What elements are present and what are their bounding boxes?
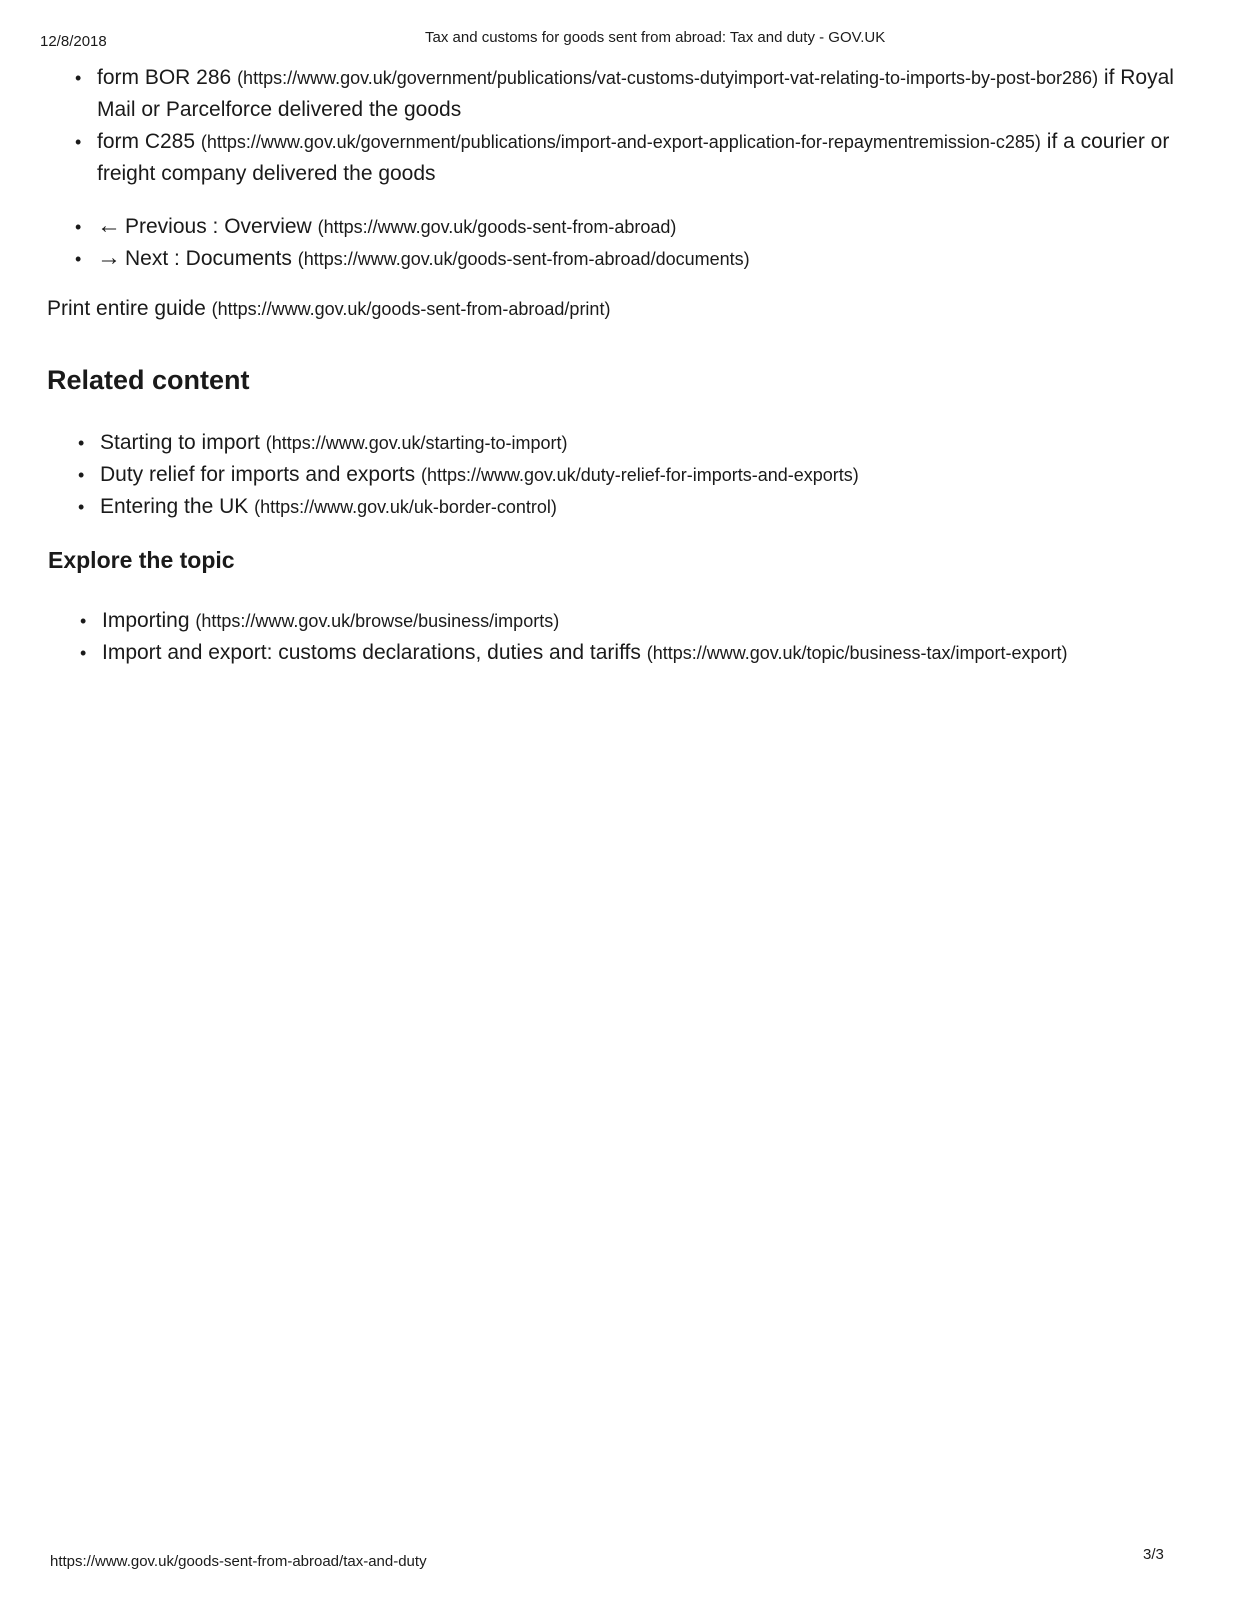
explore-link-importing[interactable]: Importing (https://www.gov.uk/browse/business/imports) [102, 609, 560, 632]
bullet-icon: • [75, 132, 82, 152]
related-content-heading: Related content [47, 365, 250, 395]
bullet-icon: • [78, 497, 85, 517]
link-url: (https://www.gov.uk/uk-border-control) [254, 497, 557, 517]
related-link-duty-relief[interactable]: Duty relief for imports and exports (https://www.gov.uk/duty-relief-for-imports-and-exports) [100, 463, 859, 486]
previous-link[interactable]: ← Previous : Overview (https://www.gov.uk/goods-sent-from-abroad) [97, 212, 677, 239]
link-url: (https://www.gov.uk/goods-sent-from-abroad/print) [211, 299, 611, 319]
form-bor286-condition: if Royal Mail or Parcelforce delivered the goods [97, 66, 1174, 121]
bullet-icon: • [75, 68, 82, 88]
form-list [75, 62, 1177, 190]
related-content-list [78, 427, 1100, 523]
form-bor286-link[interactable]: form BOR 286 (https://www.gov.uk/government/publications/vat-customs-dutyimport-vat-relating-to-imports-by-post-bor286) [97, 66, 1099, 89]
link-url: (https://www.gov.uk/goods-sent-from-abroad) [317, 217, 677, 237]
form-c285-condition: if a courier or freight company delivered the goods [97, 130, 1170, 185]
link-url: (https://www.gov.uk/browse/business/imports) [195, 611, 560, 631]
list-item [80, 605, 1202, 637]
list-item [78, 491, 1100, 523]
footer-page-url: https://www.gov.uk/goods-sent-from-abroad/tax-and-duty [50, 1553, 427, 1570]
page-number: 3/3 [1143, 1546, 1164, 1563]
explore-link-import-export[interactable]: Import and export: customs declarations, duties and tariffs (https://www.gov.uk/topic/business-tax/import-export) [102, 641, 1068, 664]
arrow-right-icon: → [97, 244, 121, 271]
pagination [75, 211, 1097, 275]
list-item-form-c285 [75, 126, 1177, 190]
list-item [80, 637, 1202, 669]
print-entire-guide-link[interactable]: Print entire guide (https://www.gov.uk/goods-sent-from-abroad/print) [47, 297, 611, 320]
bullet-icon: • [78, 433, 85, 453]
print-page-title: Tax and customs for goods sent from abroad: Tax and duty - GOV.UK [425, 29, 886, 46]
link-url: (https://www.gov.uk/government/publications/vat-customs-dutyimport-vat-relating-to-imports-by-post-bor286) [237, 68, 1099, 88]
bullet-icon: • [78, 465, 85, 485]
pager-previous [75, 211, 1097, 243]
related-link-starting-to-import[interactable]: Starting to import (https://www.gov.uk/starting-to-import) [100, 431, 568, 454]
form-c285-link[interactable]: form C285 (https://www.gov.uk/government/publications/import-and-export-application-for-repaymentremission-c285) [97, 130, 1041, 153]
link-url: (https://www.gov.uk/duty-relief-for-imports-and-exports) [420, 465, 859, 485]
bullet-icon: • [80, 611, 87, 631]
bullet-icon: • [75, 249, 82, 269]
link-url: (https://www.gov.uk/topic/business-tax/import-export) [646, 643, 1068, 663]
pager-next [75, 243, 1097, 275]
next-link[interactable]: → Next : Documents (https://www.gov.uk/goods-sent-from-abroad/documents) [97, 244, 750, 271]
link-url: (https://www.gov.uk/starting-to-import) [265, 433, 568, 453]
related-link-entering-uk[interactable]: Entering the UK (https://www.gov.uk/uk-border-control) [100, 495, 557, 518]
list-item-form-bor286 [75, 62, 1177, 126]
print-date: 12/8/2018 [40, 33, 107, 50]
arrow-left-icon: ← [97, 212, 121, 239]
explore-topic-heading: Explore the topic [48, 547, 235, 573]
link-url: (https://www.gov.uk/government/publications/import-and-export-application-for-repaymentremission-c285) [200, 132, 1041, 152]
list-item [78, 459, 1100, 491]
bullet-icon: • [80, 643, 87, 663]
list-item [78, 427, 1100, 459]
link-url: (https://www.gov.uk/goods-sent-from-abroad/documents) [297, 249, 750, 269]
bullet-icon: • [75, 217, 82, 237]
explore-topic-list [80, 605, 1202, 669]
